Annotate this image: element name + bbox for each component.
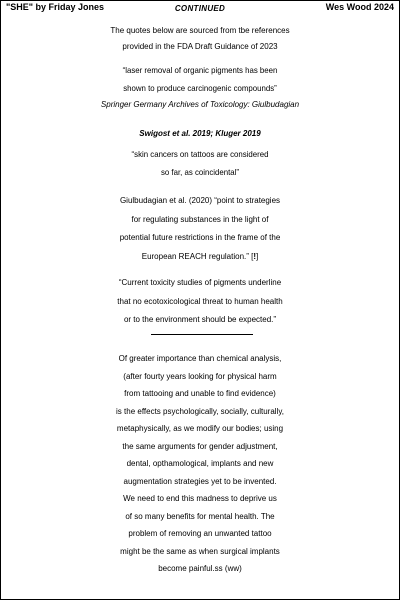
body-line: augmentation strategies yet to be invented. [123, 476, 277, 486]
quote-line: for regulating substances in the light of [131, 214, 269, 224]
quote-line: potential future restrictions in the frame of the [119, 233, 281, 242]
quote-line: “Current toxicity studies of pigments underline [118, 278, 282, 287]
body-line: might be the same as when surgical implants [120, 546, 280, 556]
intro-line: The quotes below are sourced from tbe references [110, 26, 290, 35]
section-divider [151, 334, 253, 335]
body-line: dental, opthamological, implants and new [126, 459, 274, 468]
quote-regulation [1, 192, 399, 266]
body-line: (after fourty years looking for physical harm [123, 371, 277, 381]
quote-line: or to the environment should be expected.” [123, 315, 277, 324]
intro-paragraph [1, 23, 399, 55]
quote-skin-cancers [1, 146, 399, 182]
quote-line: “laser removal of organic pigments has been [122, 66, 278, 75]
quote-source: Springer Germany Archives of Toxicology: Giulbudagian [100, 100, 300, 109]
body-line: metaphysically, as we modify our bodies; using [116, 424, 284, 433]
body-line: Of greater importance than chemical analysis, [118, 354, 282, 363]
bracket-close: ] [256, 251, 259, 261]
quote-text: European REACH regulation.” [ [141, 251, 254, 261]
quote-line: “skin cancers on tattoos are considered [131, 150, 269, 159]
quote-line-last [1, 248, 399, 267]
quote-laser-removal [1, 62, 399, 98]
quote-line: so far, as coincidental” [160, 168, 240, 177]
quote-line: shown to produce carcinogenic compounds” [123, 84, 277, 93]
header-title-author: "SHE" by Friday Jones [6, 2, 105, 12]
body-line: from tattooing and unable to find evidence) [124, 389, 276, 398]
body-line: is the effects psychologically, socially, culturally, [116, 406, 284, 416]
citation-heading: Swigost et al. 2019; Kluger 2019 [139, 129, 261, 138]
exclamation-mark: ! [253, 251, 257, 261]
intro-line: provided in the FDA Draft Guidance of 2023 [122, 42, 278, 51]
quote-line: that no ecotoxicological threat to human health [117, 296, 283, 306]
header-credit: Wes Wood 2024 [325, 2, 394, 12]
body-line: of so many benefits for mental health. The [125, 511, 275, 521]
quote-toxicity-studies [1, 274, 399, 330]
body-line: the same arguments for gender adjustment, [122, 441, 278, 451]
body-paragraph [1, 350, 399, 578]
quote-line: Giulbudagian et al. (2020) “point to strategies [119, 196, 281, 205]
body-line: become painful.ss (ww) [158, 564, 242, 573]
body-line: problem of removing an unwanted tattoo [128, 529, 272, 538]
body-line: We need to end this madness to deprive us [123, 494, 277, 503]
continued-heading: CONTINUED [174, 4, 226, 13]
